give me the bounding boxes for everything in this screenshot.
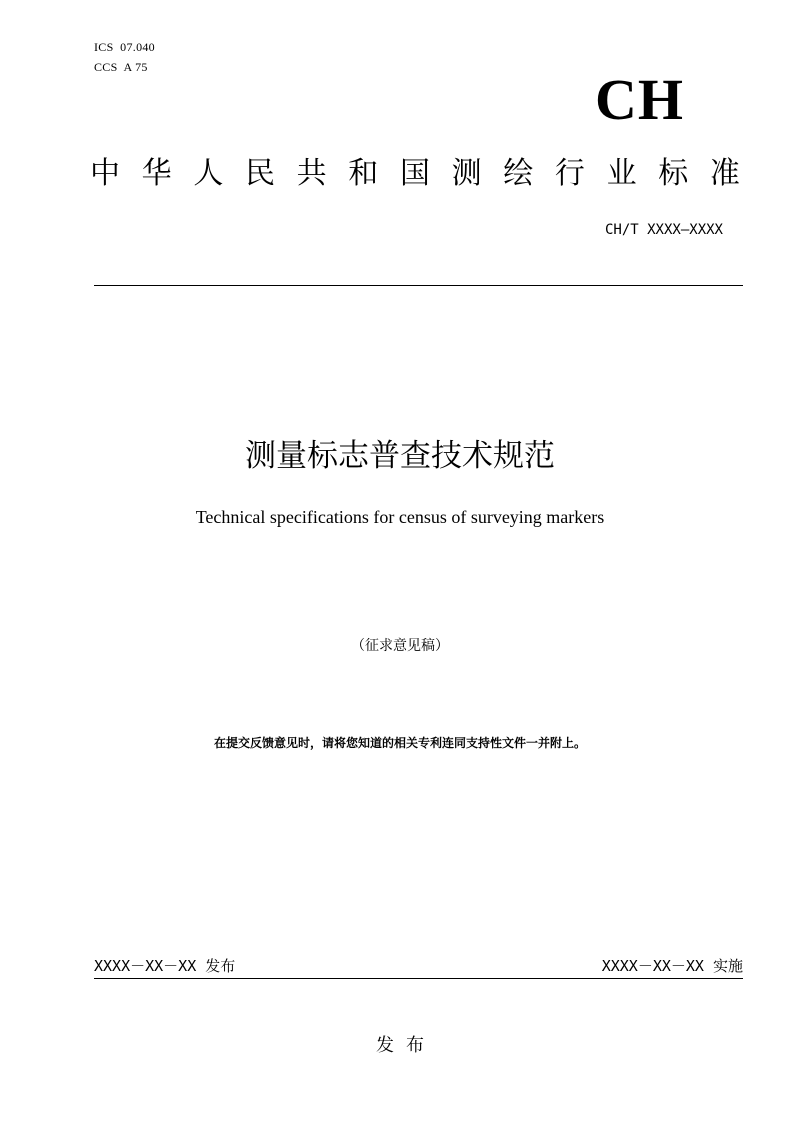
org-char: 国 [399,156,430,191]
org-char: 绘 [503,156,534,191]
document-title-english: Technical specifications for census of surveying markers [195,507,605,527]
patent-notice: 在提交反馈意见时，请将您知道的相关专利连同支持性文件一并附上。 [213,736,586,750]
org-char: 共 [296,156,327,191]
footer-divider [94,978,743,979]
org-char: 和 [348,156,379,191]
effective-date: XXXX－XX－XX 实施 [601,957,743,975]
issuer-label: 发布 [376,1035,436,1056]
org-char: 业 [606,156,637,191]
draft-label: （征求意见稿） [351,638,449,654]
standard-number: CH/T XXXX—XXXX [604,222,723,238]
ch-logo: CH [595,67,684,132]
document-title-chinese: 测量标志普查技术规范 [245,438,555,474]
header-divider [94,285,743,286]
release-date: XXXX－XX－XX 发布 [94,957,236,975]
org-char: 准 [709,156,740,191]
org-char: 人 [193,156,224,191]
org-char: 中 [90,156,120,191]
org-char: 标 [658,156,689,191]
org-char: 华 [141,156,172,191]
org-char: 行 [554,156,585,191]
ics-code: ICS 07.040 [94,40,155,54]
organization-name [90,156,740,192]
org-char: 测 [451,156,482,191]
ccs-code: CCS A 75 [94,60,148,74]
org-char: 民 [244,156,275,191]
